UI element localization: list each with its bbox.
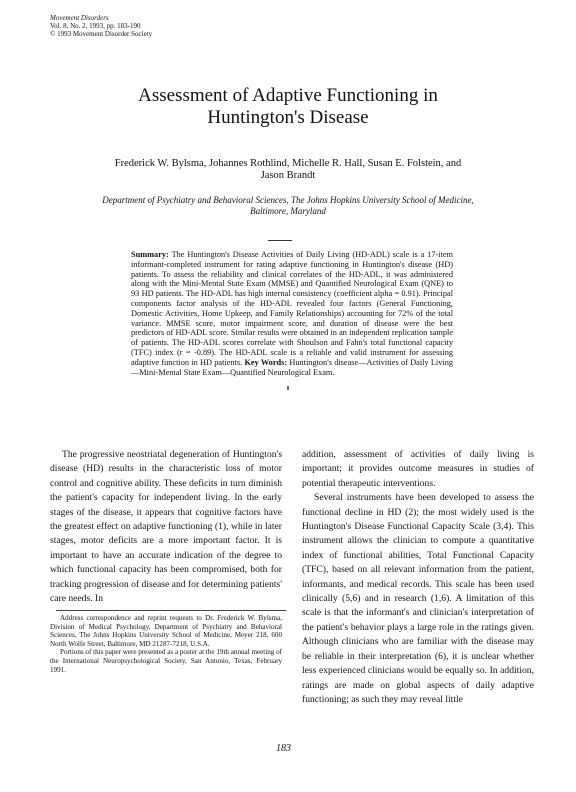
affiliation-line-1: Department of Psychiatry and Behavioral Sciences, The Johns Hopkins University School of Medicine, — [102, 195, 474, 205]
keywords-text: Huntington's disease—Activities of Daily Living—Mini-Mental State Exam—Quantified Neurological Exam. — [131, 357, 453, 377]
instruments-paragraph: Several instruments have been developed to assess the functional decline in HD (2); the most widely used is the Huntington's Disease Functional Capacity Scale (3,4). This instrument allows the clinician to compute a quantitative index of functional abilities, Total Functional Capacity (TFC), based on all relevant information from the patient, informants, and medical records. This scale has been used clinically (5,6) and in research (1,6). A limitation of this scale is that the informant's and clinician's interpretation of the patient's behavior plays a large role in the ratings given. Although clinicians who are familiar with the disease may be reliable in their interpretation (6), it is unclear whether less experienced clinicians would be equally so. In addition, ratings are made on global aspects of daily adaptive functioning; as such they may reveal little — [302, 492, 534, 705]
abstract — [131, 250, 453, 377]
keywords-label: Key Words: — [244, 357, 288, 367]
intro-paragraph: The progressive neostriatal degeneration of Huntington's disease (HD) results in the characteristic loss of motor control and cognitive ability. These deficits in turn diminish the patient's capacity for independent living. In the early stages of the disease, it appears that cognitive factors have the greatest effect on adaptive functioning (1), while in later stages, motor deficits are a more important factor. It is important to have an accurate indication of the degree to which functional capacity has been compromised, both for tracking progression of disease and for determining patients' care needs. In — [50, 449, 282, 605]
journal-header — [50, 14, 152, 38]
journal-copyright: © 1993 Movement Disorder Society — [50, 30, 153, 38]
journal-volume: Vol. 8, No. 2, 1993, pp. 183-190 — [50, 22, 141, 30]
author-list — [60, 158, 516, 182]
correspondence-footnote: Address correspondence and reprint requests to Dr. Frederick W. Bylsma, Division of Medical Psychology, Department of Psychiatry and Behavioral Sciences, The Johns Hopkins University School of Medicine, Meyer 218, 600 North Wolfe Street, Baltimore, MD 21287-7218, U.S.A. — [50, 614, 282, 648]
intro-continuation-paragraph: addition, assessment of activities of daily living is important; it provides outcome measures in studies of potential therapeutic interventions. — [302, 449, 534, 489]
title-line-1: Assessment of Adaptive Functioning in — [138, 85, 438, 106]
title-divider — [268, 240, 292, 241]
affiliation-line-2: Baltimore, Maryland — [250, 206, 326, 216]
affiliation — [60, 195, 516, 217]
authors-line-2: Jason Brandt — [260, 170, 316, 181]
footnotes — [50, 614, 282, 674]
abstract-text: The Huntington's Disease Activities of Daily Living (HD-ADL) scale is a 17-item informant-completed instrument for rating adaptive functioning in Huntington's disease (HD) patients. To assess the reliability and clinical correlates of the HD-ADL, it was administered along with the Mini-Mental State Exam (MMSE) and Quantified Neurological Exam (QNE) to 93 HD patients. The HD-ADL has high internal consistency (coefficient alpha = 0.91). Principal components factor analysis of the HD-ADL revealed four factors (General Functioning, Domestic Activities, Home Upkeep, and Family Relationships) accounting for 72% of the total variance. MMSE score, motor impairment score, and duration of disease were the best predictors of HD-ADL score. Similar results were obtained in an independent replication sample of patients. The HD-ADL scores correlate with Shoulson and Fahn's total functional capacity (TFC) index (r = -0.89). The HD-ADL scale is a reliable and valid instrument for assessing adaptive function in HD patients. — [131, 250, 453, 367]
page-number: 183 — [276, 743, 291, 754]
presentation-footnote: Portions of this paper were presented as a poster at the 19th annual meeting of the International Neuropsychological Society, San Antonio, Texas, February 1991. — [50, 648, 282, 674]
title-line-2: Huntington's Disease — [207, 107, 369, 128]
authors-line-1: Frederick W. Bylsma, Johannes Rothlind, Michelle R. Hall, Susan E. Folstein, and — [114, 158, 462, 169]
body-column-left — [50, 448, 282, 606]
body-column-right — [302, 448, 534, 707]
abstract-label: Summary: — [131, 250, 169, 259]
journal-name: Movement Disorders — [50, 14, 109, 22]
footnote-rule — [56, 610, 286, 611]
section-separator — [287, 386, 289, 390]
article-title — [60, 85, 516, 129]
